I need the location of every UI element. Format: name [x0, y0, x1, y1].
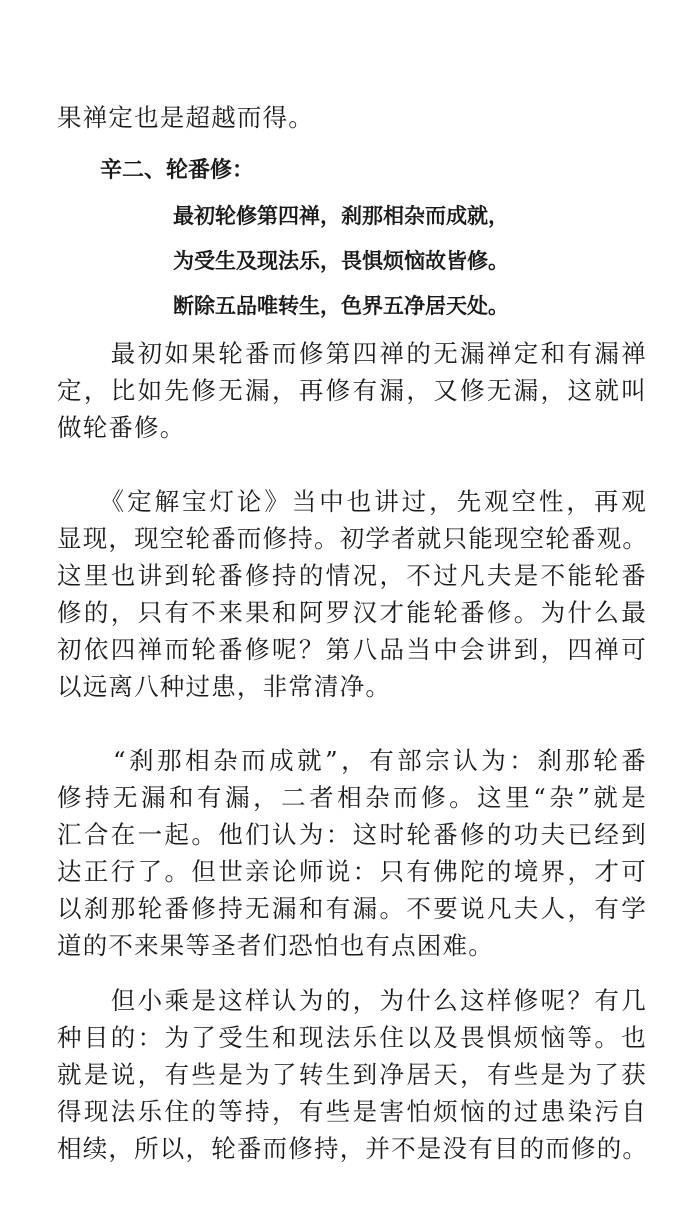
- paragraph-2-line-4: 修的，只有不来果和阿罗汉才能轮番修。为什么最: [57, 598, 647, 627]
- paragraph-2-line-2: 显现，现空轮番而修持。初学者就只能现空轮番观。: [57, 524, 649, 553]
- paragraph-4-line-3: 就是说，有些是为了转生到净居天，有些是为了获: [57, 1060, 647, 1089]
- paragraph-2-line-1: 《定解宝灯论》当中也讲过，先观空性，再观: [57, 487, 647, 516]
- paragraph-3-line-6: 道的不来果等圣者们恐怕也有点困难。: [57, 931, 494, 960]
- paragraph-4-line-4: 得现法乐住的等持，有些是害怕烦恼的过患染污自: [57, 1097, 647, 1126]
- intro-line: 果禅定也是超越而得。: [57, 103, 314, 132]
- paragraph-3-line-2: 修持无漏和有漏，二者相杂而修。这里“杂”就是: [57, 783, 647, 812]
- paragraph-4-line-1: 但小乘是这样认为的，为什么这样修呢？有几: [57, 986, 647, 1015]
- paragraph-1-line-3: 做轮番修。: [57, 413, 186, 442]
- verse-line-1: 最初轮修第四禅，刹那相杂而成就，: [173, 204, 509, 228]
- paragraph-1-line-2: 定，比如先修无漏，再修有漏，又修无漏，这就叫: [57, 376, 647, 405]
- verse-line-2: 为受生及现法乐，畏惧烦恼故皆修。: [173, 249, 509, 273]
- paragraph-2-line-3: 这里也讲到轮番修持的情况，不过凡夫是不能轮番: [57, 561, 647, 590]
- section-heading: 辛二、轮番修：: [100, 158, 255, 183]
- paragraph-2-line-6: 以远离八种过患，非常清净。: [57, 672, 392, 701]
- paragraph-3-line-5: 以刹那轮番修持无漏和有漏。不要说凡夫人，有学: [57, 894, 647, 923]
- paragraph-3-line-4: 达正行了。但世亲论师说：只有佛陀的境界，才可: [57, 857, 647, 886]
- paragraph-4-line-5: 相续，所以，轮番而修持，并不是没有目的而修的。: [57, 1134, 649, 1163]
- paragraph-2-line-5: 初依四禅而轮番修呢？第八品当中会讲到，四禅可: [57, 635, 647, 664]
- paragraph-3-line-3: 汇合在一起。他们认为：这时轮番修的功夫已经到: [57, 820, 647, 849]
- paragraph-3-line-1: “刹那相杂而成就”，有部宗认为：刹那轮番: [57, 746, 647, 775]
- paragraph-4-line-2: 种目的：为了受生和现法乐住以及畏惧烦恼等。也: [57, 1023, 647, 1052]
- paragraph-1-line-1: 最初如果轮番而修第四禅的无漏禅定和有漏禅: [57, 339, 647, 368]
- verse-line-3: 断除五品唯转生，色界五净居天处。: [173, 294, 509, 318]
